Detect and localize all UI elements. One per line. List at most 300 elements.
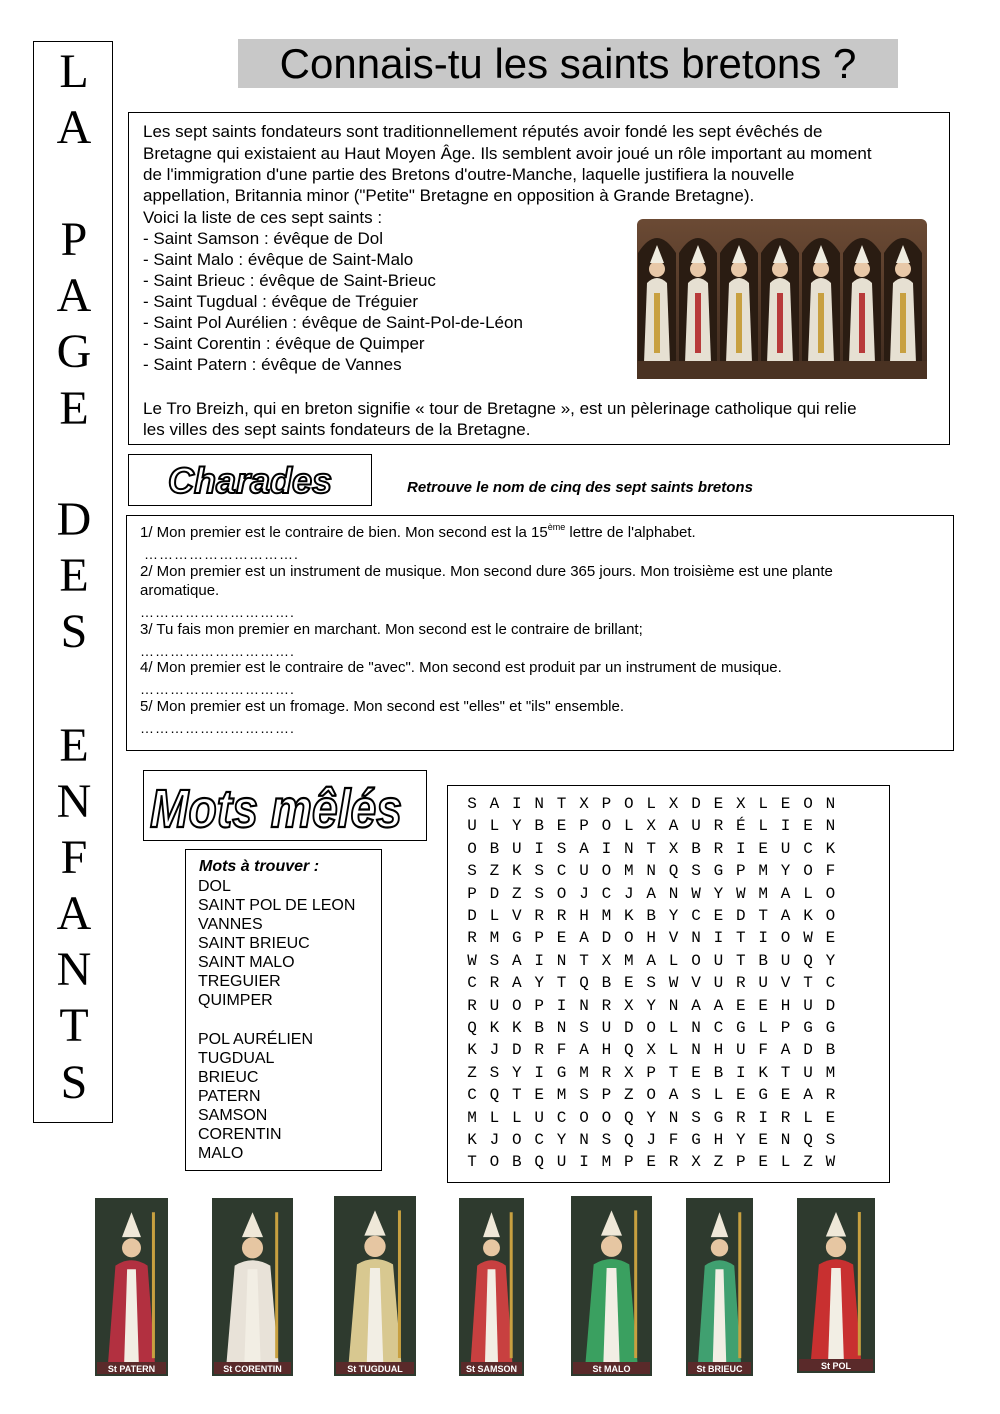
grid-cell[interactable]: E: [780, 795, 791, 813]
grid-cell[interactable]: D: [735, 907, 746, 925]
grid-cell[interactable]: M: [758, 884, 768, 903]
grid-cell[interactable]: Q: [623, 1041, 634, 1060]
grid-cell[interactable]: C: [601, 884, 612, 903]
grid-cell[interactable]: G: [713, 1108, 724, 1127]
grid-cell[interactable]: E: [556, 817, 567, 836]
grid-cell[interactable]: D: [691, 795, 701, 813]
grid-cell[interactable]: J: [646, 1131, 656, 1149]
grid-cell[interactable]: G: [511, 929, 522, 948]
grid-cell[interactable]: O: [780, 929, 791, 948]
grid-cell[interactable]: B: [825, 1041, 836, 1060]
grid-cell[interactable]: T: [758, 907, 768, 925]
grid-cell[interactable]: R: [601, 1063, 612, 1082]
grid-cell[interactable]: S: [534, 862, 544, 881]
grid-cell[interactable]: T: [556, 795, 567, 813]
grid-cell[interactable]: A: [780, 884, 791, 903]
grid-cell[interactable]: L: [646, 795, 656, 813]
grid-cell[interactable]: N: [780, 1131, 791, 1149]
grid-cell[interactable]: I: [601, 839, 612, 858]
grid-cell[interactable]: F: [825, 862, 836, 881]
grid-cell[interactable]: C: [825, 974, 836, 993]
grid-cell[interactable]: N: [646, 862, 656, 881]
grid-cell[interactable]: K: [467, 1131, 477, 1149]
grid-cell[interactable]: Q: [623, 1131, 634, 1149]
grid-cell[interactable]: B: [601, 974, 612, 993]
grid-cell[interactable]: P: [534, 929, 544, 948]
grid-cell[interactable]: J: [489, 1131, 500, 1149]
grid-cell[interactable]: B: [534, 817, 544, 836]
grid-cell[interactable]: Q: [489, 1086, 500, 1105]
grid-cell[interactable]: O: [511, 1131, 522, 1149]
grid-cell[interactable]: P: [601, 1086, 612, 1105]
grid-cell[interactable]: O: [467, 839, 477, 858]
grid-cell[interactable]: M: [623, 951, 634, 970]
grid-cell[interactable]: E: [803, 817, 813, 836]
grid-cell[interactable]: H: [601, 1041, 612, 1060]
grid-cell[interactable]: T: [803, 974, 813, 993]
grid-cell[interactable]: N: [668, 884, 679, 903]
grid-cell[interactable]: L: [758, 795, 768, 813]
grid-cell[interactable]: R: [713, 839, 724, 858]
grid-cell[interactable]: L: [713, 1086, 724, 1105]
grid-cell[interactable]: O: [511, 996, 522, 1015]
grid-cell[interactable]: F: [668, 1131, 679, 1149]
grid-cell[interactable]: A: [646, 884, 656, 903]
grid-cell[interactable]: J: [579, 884, 589, 903]
grid-cell[interactable]: É: [735, 817, 746, 836]
grid-cell[interactable]: Q: [534, 1153, 544, 1172]
grid-cell[interactable]: T: [780, 1063, 791, 1082]
grid-cell[interactable]: R: [601, 996, 612, 1015]
grid-cell[interactable]: A: [646, 951, 656, 970]
grid-cell[interactable]: X: [601, 951, 612, 970]
grid-cell[interactable]: N: [556, 951, 567, 970]
grid-cell[interactable]: L: [668, 1019, 679, 1037]
grid-cell[interactable]: I: [534, 951, 544, 970]
grid-cell[interactable]: Q: [803, 1131, 813, 1149]
grid-cell[interactable]: M: [489, 929, 500, 948]
grid-cell[interactable]: Z: [511, 884, 522, 903]
grid-cell[interactable]: X: [646, 817, 656, 836]
grid-cell[interactable]: C: [803, 839, 813, 858]
grid-cell[interactable]: G: [691, 1131, 701, 1149]
grid-cell[interactable]: I: [780, 817, 791, 836]
grid-cell[interactable]: O: [556, 884, 567, 903]
grid-cell[interactable]: G: [556, 1063, 567, 1082]
grid-cell[interactable]: G: [825, 1019, 836, 1037]
grid-cell[interactable]: S: [601, 1131, 612, 1149]
grid-cell[interactable]: B: [691, 839, 701, 858]
grid-cell[interactable]: Y: [646, 1108, 656, 1127]
grid-cell[interactable]: P: [534, 996, 544, 1015]
grid-cell[interactable]: S: [489, 1063, 500, 1082]
grid-cell[interactable]: T: [646, 839, 656, 858]
grid-cell[interactable]: B: [534, 1019, 544, 1037]
word-to-find: SAMSON: [198, 1107, 268, 1124]
charade-4-answer[interactable]: ………………………….: [140, 681, 295, 697]
grid-cell[interactable]: C: [713, 1019, 724, 1037]
word-to-find: TUGDUAL: [198, 1050, 275, 1067]
grid-cell[interactable]: K: [623, 907, 634, 925]
grid-cell[interactable]: P: [579, 817, 589, 836]
grid-cell[interactable]: A: [489, 795, 500, 813]
grid-cell[interactable]: M: [467, 1108, 477, 1127]
grid-cell[interactable]: L: [668, 1041, 679, 1060]
grid-cell[interactable]: A: [668, 817, 679, 836]
grid-cell[interactable]: A: [780, 1041, 791, 1060]
grid-cell[interactable]: U: [758, 974, 768, 993]
grid-cell[interactable]: P: [735, 862, 746, 881]
grid-cell[interactable]: I: [579, 1153, 589, 1172]
grid-cell[interactable]: T: [467, 1153, 477, 1172]
grid-cell[interactable]: Y: [646, 996, 656, 1015]
grid-cell[interactable]: U: [467, 817, 477, 836]
grid-cell[interactable]: F: [556, 1041, 567, 1060]
grid-cell[interactable]: X: [623, 996, 634, 1015]
grid-cell[interactable]: X: [735, 795, 746, 813]
grid-cell[interactable]: R: [735, 1108, 746, 1127]
grid-cell[interactable]: U: [556, 1153, 567, 1172]
grid-cell[interactable]: U: [780, 839, 791, 858]
grid-cell[interactable]: Y: [511, 817, 522, 836]
grid-cell[interactable]: U: [713, 974, 724, 993]
grid-cell[interactable]: Y: [668, 907, 679, 925]
grid-cell[interactable]: D: [803, 1041, 813, 1060]
banner-letter: D: [56, 493, 92, 546]
grid-cell[interactable]: N: [825, 795, 836, 813]
grid-cell[interactable]: Y: [556, 1131, 567, 1149]
grid-cell[interactable]: S: [534, 884, 544, 903]
grid-cell[interactable]: B: [646, 907, 656, 925]
grid-cell[interactable]: P: [780, 1019, 791, 1037]
grid-cell[interactable]: A: [579, 929, 589, 948]
grid-cell[interactable]: E: [780, 1086, 791, 1105]
grid-cell[interactable]: A: [780, 907, 791, 925]
grid-cell[interactable]: R: [735, 974, 746, 993]
grid-cell[interactable]: S: [579, 1086, 589, 1105]
grid-cell[interactable]: R: [556, 907, 567, 925]
grid-cell[interactable]: P: [623, 1153, 634, 1172]
grid-cell[interactable]: E: [646, 1153, 656, 1172]
grid-cell[interactable]: Q: [579, 974, 589, 993]
grid-cell[interactable]: Y: [511, 1063, 522, 1082]
grid-cell[interactable]: X: [668, 795, 679, 813]
grid-cell[interactable]: T: [556, 974, 567, 993]
grid-cell[interactable]: O: [579, 1108, 589, 1127]
grid-cell[interactable]: U: [803, 1063, 813, 1082]
grid-cell[interactable]: M: [579, 1063, 589, 1082]
grid-cell[interactable]: X: [646, 1041, 656, 1060]
grid-cell[interactable]: U: [579, 862, 589, 881]
grid-cell[interactable]: E: [556, 929, 567, 948]
grid-cell[interactable]: Z: [489, 862, 500, 881]
grid-cell[interactable]: V: [691, 974, 701, 993]
grid-cell[interactable]: I: [758, 929, 768, 948]
grid-cell[interactable]: N: [691, 1041, 701, 1060]
grid-cell[interactable]: O: [601, 1108, 612, 1127]
grid-cell[interactable]: X: [691, 1153, 701, 1172]
grid-cell[interactable]: Y: [735, 1131, 746, 1149]
grid-cell[interactable]: K: [511, 1019, 522, 1037]
grid-cell[interactable]: D: [489, 884, 500, 903]
grid-cell[interactable]: W: [467, 951, 477, 970]
grid-cell[interactable]: E: [735, 1086, 746, 1105]
saint-statue-icon: [95, 1198, 168, 1376]
grid-cell[interactable]: R: [467, 996, 477, 1015]
grid-cell[interactable]: P: [646, 1063, 656, 1082]
grid-cell[interactable]: S: [691, 862, 701, 881]
grid-cell[interactable]: A: [511, 951, 522, 970]
grid-cell[interactable]: E: [735, 996, 746, 1015]
grid-cell[interactable]: M: [758, 862, 768, 881]
grid-cell[interactable]: V: [780, 974, 791, 993]
grid-cell[interactable]: E: [623, 974, 634, 993]
grid-cell[interactable]: U: [803, 996, 813, 1015]
grid-cell[interactable]: N: [556, 1019, 567, 1037]
grid-cell[interactable]: E: [758, 1153, 768, 1172]
grid-cell[interactable]: Y: [713, 884, 724, 903]
grid-cell[interactable]: T: [579, 951, 589, 970]
grid-cell[interactable]: R: [467, 929, 477, 948]
grid-cell[interactable]: B: [511, 1153, 522, 1172]
grid-cell[interactable]: X: [623, 1063, 634, 1082]
grid-cell[interactable]: O: [803, 795, 813, 813]
grid-cell[interactable]: X: [668, 839, 679, 858]
grid-cell[interactable]: O: [646, 1086, 656, 1105]
grid-cell[interactable]: R: [534, 907, 544, 925]
grid-cell[interactable]: H: [713, 1041, 724, 1060]
grid-cell[interactable]: H: [780, 996, 791, 1015]
grid-cell[interactable]: E: [825, 1108, 836, 1127]
grid-cell[interactable]: L: [511, 1108, 522, 1127]
grid-cell[interactable]: E: [713, 907, 724, 925]
grid-cell[interactable]: O: [803, 862, 813, 881]
grid-cell[interactable]: A: [579, 839, 589, 858]
grid-cell[interactable]: U: [713, 951, 724, 970]
grid-cell[interactable]: O: [601, 862, 612, 881]
grid-cell[interactable]: L: [803, 1108, 813, 1127]
grid-cell[interactable]: E: [534, 1086, 544, 1105]
grid-cell[interactable]: F: [758, 1041, 768, 1060]
grid-cell[interactable]: C: [556, 862, 567, 881]
grid-cell[interactable]: O: [825, 884, 836, 903]
grid-cell[interactable]: G: [803, 1019, 813, 1037]
grid-cell[interactable]: A: [668, 1086, 679, 1105]
grid-cell[interactable]: B: [489, 839, 500, 858]
grid-cell[interactable]: K: [825, 839, 836, 858]
grid-cell[interactable]: E: [691, 1063, 701, 1082]
grid-cell[interactable]: S: [579, 1019, 589, 1037]
grid-cell[interactable]: L: [780, 1153, 791, 1172]
grid-cell[interactable]: G: [735, 1019, 746, 1037]
grid-cell[interactable]: O: [623, 795, 634, 813]
charade-1-answer[interactable]: ………………………….: [144, 546, 299, 562]
grid-cell[interactable]: N: [579, 1131, 589, 1149]
grid-cell[interactable]: R: [713, 817, 724, 836]
grid-cell[interactable]: U: [489, 996, 500, 1015]
grid-cell[interactable]: S: [489, 951, 500, 970]
grid-cell[interactable]: S: [467, 862, 477, 881]
grid-cell[interactable]: W: [691, 884, 701, 903]
grid-cell[interactable]: U: [511, 839, 522, 858]
grid-cell[interactable]: C: [556, 1108, 567, 1127]
grid-cell[interactable]: I: [758, 1108, 768, 1127]
grid-cell[interactable]: B: [758, 951, 768, 970]
grid-cell[interactable]: W: [825, 1153, 836, 1172]
grid-cell[interactable]: S: [556, 839, 567, 858]
grid-cell[interactable]: K: [803, 907, 813, 925]
grid-cell[interactable]: T: [668, 1063, 679, 1082]
grid-cell[interactable]: P: [735, 1153, 746, 1172]
grid-cell[interactable]: E: [758, 996, 768, 1015]
grid-cell[interactable]: H: [713, 1131, 724, 1149]
grid-cell[interactable]: T: [735, 951, 746, 970]
grid-cell[interactable]: B: [713, 1063, 724, 1082]
grid-cell[interactable]: R: [534, 1041, 544, 1060]
grid-cell[interactable]: L: [623, 817, 634, 836]
charade-3-answer[interactable]: ………………………….: [140, 643, 295, 659]
grid-cell[interactable]: H: [579, 907, 589, 925]
grid-cell[interactable]: U: [601, 1019, 612, 1037]
grid-cell[interactable]: Y: [534, 974, 544, 993]
grid-cell[interactable]: E: [758, 1131, 768, 1149]
grid-cell[interactable]: I: [534, 1063, 544, 1082]
grid-cell[interactable]: Z: [803, 1153, 813, 1172]
grid-cell[interactable]: L: [668, 951, 679, 970]
grid-cell[interactable]: C: [691, 907, 701, 925]
grid-cell[interactable]: L: [489, 1108, 500, 1127]
grid-cell[interactable]: H: [646, 929, 656, 948]
grid-cell[interactable]: O: [691, 951, 701, 970]
grid-cell[interactable]: I: [735, 839, 746, 858]
grid-cell[interactable]: A: [713, 996, 724, 1015]
grid-cell[interactable]: N: [691, 1019, 701, 1037]
grid-cell[interactable]: S: [691, 1086, 701, 1105]
word-to-find: SAINT BRIEUC: [198, 935, 310, 952]
grid-cell[interactable]: Z: [713, 1153, 724, 1172]
grid-cell[interactable]: J: [623, 884, 634, 903]
grid-cell[interactable]: A: [691, 996, 701, 1015]
grid-cell[interactable]: I: [534, 839, 544, 858]
grid-cell[interactable]: M: [601, 907, 612, 925]
grid-cell[interactable]: D: [623, 1019, 634, 1037]
grid-cell[interactable]: O: [601, 817, 612, 836]
grid-cell[interactable]: E: [713, 795, 724, 813]
grid-cell[interactable]: L: [489, 907, 500, 925]
grid-cell[interactable]: D: [601, 929, 612, 948]
grid-cell[interactable]: R: [825, 1086, 836, 1105]
grid-cell[interactable]: A: [803, 1086, 813, 1105]
grid-cell[interactable]: N: [534, 795, 544, 813]
grid-cell[interactable]: P: [467, 884, 477, 903]
grid-cell[interactable]: Q: [668, 862, 679, 881]
grid-cell[interactable]: S: [691, 1108, 701, 1127]
grid-cell[interactable]: I: [735, 1063, 746, 1082]
grid-cell[interactable]: Y: [825, 951, 836, 970]
grid-cell[interactable]: W: [668, 974, 679, 993]
grid-cell[interactable]: A: [511, 974, 522, 993]
grid-cell[interactable]: I: [511, 795, 522, 813]
grid-cell[interactable]: O: [489, 1153, 500, 1172]
grid-cell[interactable]: D: [511, 1041, 522, 1060]
grid-cell[interactable]: U: [780, 951, 791, 970]
grid-cell[interactable]: G: [713, 862, 724, 881]
grid-cell[interactable]: N: [691, 929, 701, 948]
grid-cell[interactable]: C: [534, 1131, 544, 1149]
grid-cell[interactable]: O: [623, 929, 634, 948]
grid-cell[interactable]: U: [691, 817, 701, 836]
grid-cell[interactable]: P: [601, 795, 612, 813]
grid-cell[interactable]: R: [780, 1108, 791, 1127]
grid-cell[interactable]: L: [803, 884, 813, 903]
grid-cell[interactable]: Q: [803, 951, 813, 970]
grid-cell[interactable]: R: [668, 1153, 679, 1172]
grid-cell[interactable]: V: [511, 907, 522, 925]
grid-cell[interactable]: O: [825, 907, 836, 925]
grid-cell[interactable]: S: [825, 1131, 836, 1149]
grid-cell[interactable]: N: [579, 996, 589, 1015]
grid-cell[interactable]: R: [489, 974, 500, 993]
grid-cell[interactable]: L: [758, 1019, 768, 1037]
charade-2-answer[interactable]: ………………………….: [140, 604, 295, 620]
grid-cell[interactable]: L: [489, 817, 500, 836]
grid-cell[interactable]: S: [646, 974, 656, 993]
grid-cell[interactable]: T: [511, 1086, 522, 1105]
grid-cell[interactable]: W: [803, 929, 813, 948]
grid-cell[interactable]: G: [758, 1086, 768, 1105]
grid-cell[interactable]: V: [668, 929, 679, 948]
grid-cell[interactable]: K: [489, 1019, 500, 1037]
grid-cell[interactable]: I: [556, 996, 567, 1015]
grid-cell[interactable]: O: [646, 1019, 656, 1037]
grid-cell[interactable]: C: [467, 1086, 477, 1105]
grid-cell[interactable]: U: [534, 1108, 544, 1127]
grid-cell[interactable]: M: [601, 1153, 612, 1172]
grid-cell[interactable]: X: [579, 795, 589, 813]
grid-cell[interactable]: I: [713, 929, 724, 948]
grid-cell[interactable]: N: [668, 1108, 679, 1127]
grid-cell[interactable]: E: [758, 839, 768, 858]
grid-cell[interactable]: Q: [467, 1019, 477, 1037]
grid-cell[interactable]: J: [489, 1041, 500, 1060]
charade-5-answer[interactable]: ………………………….: [140, 720, 295, 736]
grid-cell[interactable]: K: [511, 862, 522, 881]
grid-cell[interactable]: S: [467, 795, 477, 813]
grid-cell[interactable]: T: [735, 929, 746, 948]
grid-cell[interactable]: W: [735, 884, 746, 903]
grid-cell[interactable]: N: [668, 996, 679, 1015]
grid-cell[interactable]: A: [579, 1041, 589, 1060]
grid-cell[interactable]: M: [825, 1063, 836, 1082]
grid-cell[interactable]: K: [467, 1041, 477, 1060]
saint-statue-icon: [686, 1198, 753, 1376]
grid-cell[interactable]: L: [758, 817, 768, 836]
grid-cell[interactable]: K: [758, 1063, 768, 1082]
grid-cell[interactable]: N: [825, 817, 836, 836]
grid-cell[interactable]: Z: [467, 1063, 477, 1082]
grid-cell[interactable]: Q: [623, 1108, 634, 1127]
grid-cell[interactable]: D: [825, 996, 836, 1015]
grid-cell[interactable]: U: [735, 1041, 746, 1060]
grid-cell[interactable]: C: [467, 974, 477, 993]
grid-cell[interactable]: M: [623, 862, 634, 881]
grid-cell[interactable]: M: [556, 1086, 567, 1105]
grid-cell[interactable]: N: [623, 839, 634, 858]
grid-cell[interactable]: Z: [623, 1086, 634, 1105]
grid-cell[interactable]: E: [825, 929, 836, 948]
grid-cell[interactable]: D: [467, 907, 477, 925]
grid-cell[interactable]: Y: [780, 862, 791, 881]
